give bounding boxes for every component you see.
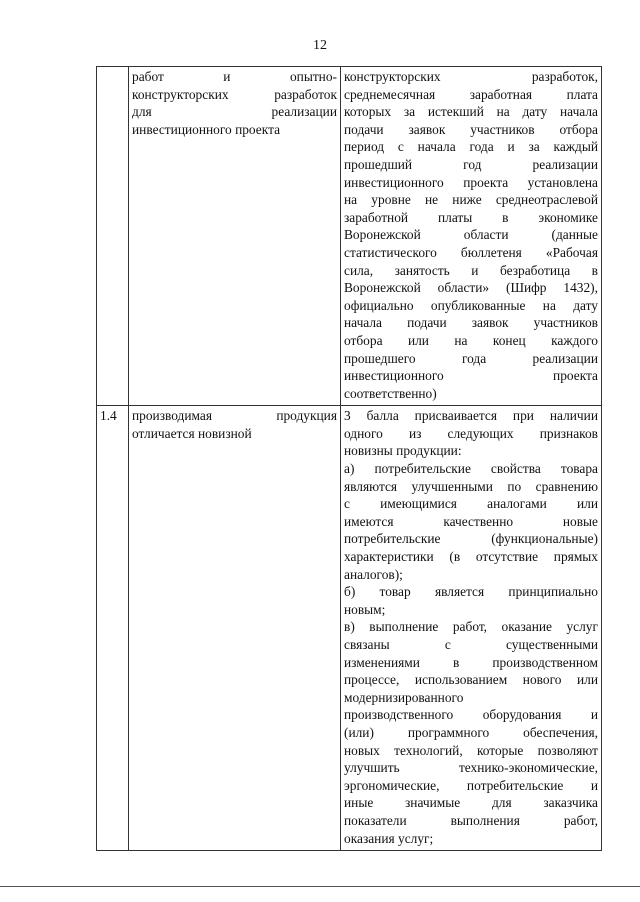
description-line: среднемесячная заработная плата <box>344 86 598 102</box>
description-line: прошедший год реализации <box>344 156 598 172</box>
description-line: эргономические, потребительские и <box>344 777 598 793</box>
description-line: соответственно) <box>344 385 437 401</box>
description-line: б) товар является принципиально <box>344 584 598 600</box>
description-line: одного из следующих признаков <box>344 425 598 441</box>
criteria-table <box>96 66 602 851</box>
description-line: отбора или на конец каждого <box>344 332 598 348</box>
criterion-cell <box>129 406 341 851</box>
description-line: инвестиционного проекта установлена <box>344 174 598 190</box>
description-line: 3 балла присваивается при наличии <box>344 408 598 424</box>
description-line: Воронежской области» (Шифр 1432), <box>344 280 598 296</box>
description-line: изменениями в производственном <box>344 654 598 670</box>
description-line: оказания услуг; <box>344 830 434 846</box>
description-line: Воронежской области (данные <box>344 227 598 243</box>
description-line: сила, занятость и безработица в <box>344 262 598 278</box>
description-line: улучшить технико-экономические, <box>344 760 598 776</box>
description-line: связаны с существенными <box>344 637 598 652</box>
description-line: показатели выполнения работ, <box>344 812 598 828</box>
description-line: производственного оборудования и <box>344 707 598 723</box>
description-line: новым; <box>344 601 386 617</box>
description-line: начала подачи заявок участников <box>344 315 598 331</box>
criterion-cell <box>129 67 341 406</box>
description-line: подачи заявок участников отбора <box>344 121 598 137</box>
page-number: 12 <box>313 38 327 53</box>
description-line: в) выполнение работ, оказание услуг <box>344 619 598 635</box>
row-number <box>97 67 129 406</box>
description-line: период с начала года и за каждый <box>344 139 598 155</box>
description-line: инвестиционного проекта <box>344 368 598 384</box>
description-line: прошедшего года реализации <box>344 350 598 366</box>
description-line: (или) программного обеспечения, <box>344 724 598 740</box>
description-line: модернизированного <box>344 689 464 705</box>
description-line: конструкторских разработок, <box>344 69 598 84</box>
description-line: новых технологий, которые позволяют <box>344 742 598 758</box>
description-line: процессе, использованием нового или <box>344 672 598 688</box>
criterion-line: производимая продукция <box>132 408 337 424</box>
description-line: являются улучшенными по сравнению <box>344 478 598 494</box>
description-line: характеристики (в отсутствие прямых <box>344 549 598 565</box>
description-line: которых за истекший на дату начала <box>344 104 598 120</box>
criterion-line: работ и опытно- <box>132 69 337 84</box>
description-line: иные значимые для заказчика <box>344 795 598 811</box>
criterion-line: для реализации <box>132 104 337 120</box>
description-cell <box>341 67 602 406</box>
row-number: 1.4 <box>97 406 129 851</box>
page-bottom-divider <box>0 886 640 887</box>
criterion-line: конструкторских разработок <box>132 86 337 102</box>
description-line: на уровне не ниже среднеотраслевой <box>344 192 598 208</box>
description-line: аналогов); <box>344 566 403 582</box>
description-line: с имеющимися аналогами или <box>344 496 598 512</box>
description-line: заработной платы в экономике <box>344 209 598 225</box>
table-row <box>97 67 602 406</box>
description-line: потребительские (функциональные) <box>344 531 598 547</box>
criterion-line: отличается новизной <box>132 425 252 441</box>
description-line: статистического бюллетеня «Рабочая <box>344 244 598 260</box>
description-line: официально опубликованные на дату <box>344 297 598 313</box>
description-cell <box>341 406 602 851</box>
description-line: а) потребительские свойства товара <box>344 461 598 477</box>
criterion-line: инвестиционного проекта <box>132 121 281 137</box>
description-line: имеются качественно новые <box>344 513 598 529</box>
description-line: новизны продукции: <box>344 443 462 459</box>
table-row <box>97 406 602 851</box>
